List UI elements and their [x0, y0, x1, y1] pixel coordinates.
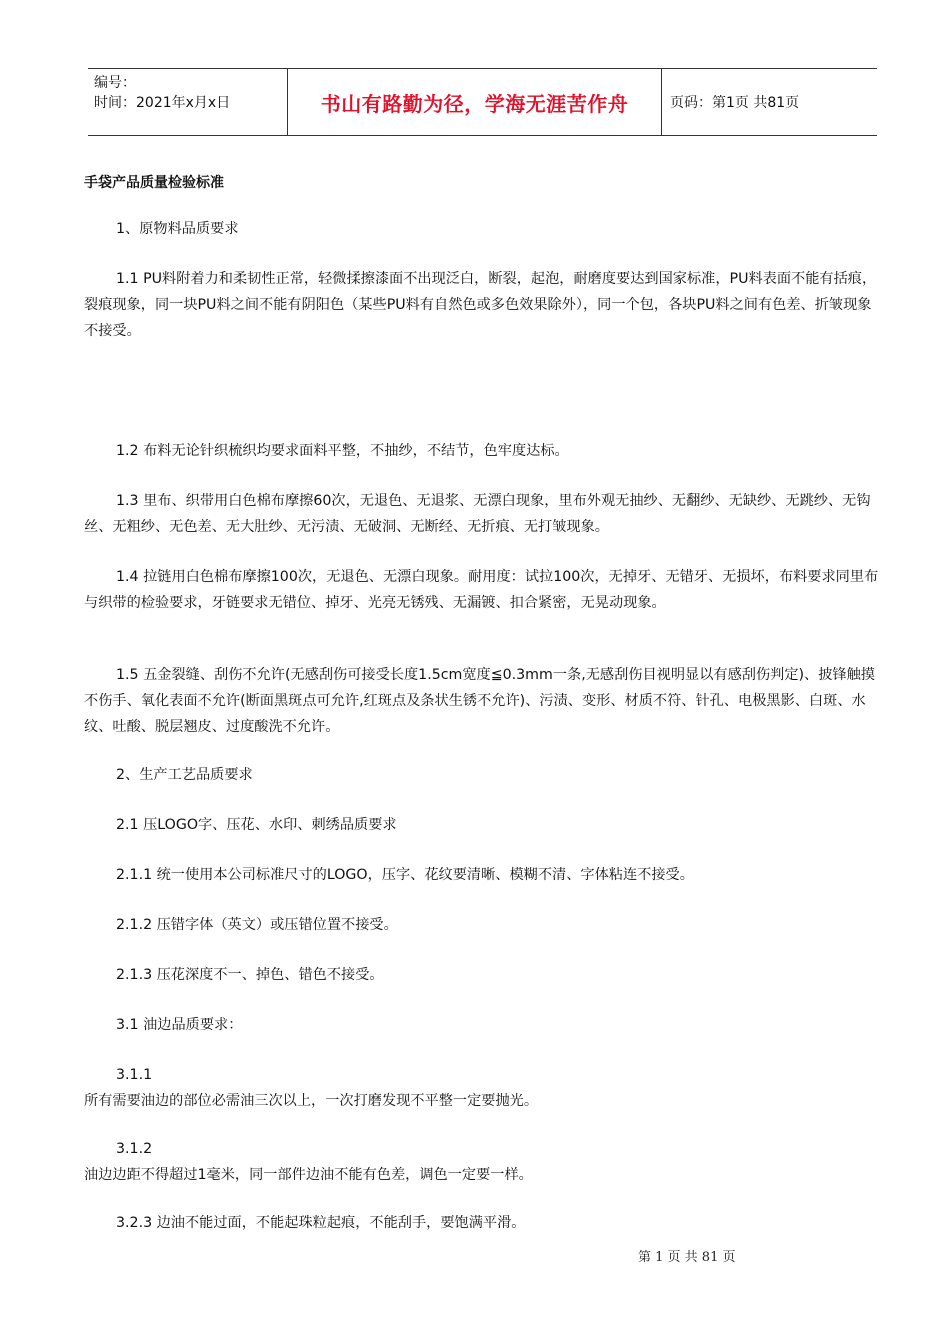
paragraph-1-3: 1.3 里布、织带用白色棉布摩擦60次，无退色、无退浆、无漂白现象，里布外观无抽纱、无翻纱、无缺纱、无跳纱、无钩丝、无粗纱、无色差、无大肚纱、无污渍、无破洞、无断经、无折痕、无打皱现象。 — [84, 493, 871, 535]
section-2-heading: 2、生产工艺品质要求 — [116, 767, 253, 783]
header-left-cell — [88, 69, 288, 135]
paragraph-1-4: 1.4 拉链用白色棉布摩擦100次，无退色、无漂白现象。耐用度：试拉100次，无掉牙、无错牙、无损坏，布料要求同里布与织带的检验要求，牙链要求无错位、掉牙、光亮无锈残、无漏镀、扣合紧密，无晃动现象。 — [84, 569, 879, 611]
section-1-heading: 1、原物料品质要求 — [116, 221, 239, 237]
paragraph-3-2-3: 3.2.3 边油不能过面，不能起珠粒起痕，不能刮手，要饱满平滑。 — [116, 1215, 526, 1231]
page-footer: 第 1 页 共 81 页 — [638, 1250, 736, 1265]
paragraph-1-2: 1.2 布料无论针织梳织均要求面料平整，不抽纱，不结节，色牢度达标。 — [116, 443, 569, 459]
number-label: 编号： — [94, 75, 136, 91]
paragraph-3-1-2-number: 3.1.2 — [116, 1141, 153, 1157]
paragraph-3-1-1-text: 所有需要油边的部位必需油三次以上，一次打磨发现不平整一定要抛光。 — [84, 1093, 539, 1109]
paragraph-3-1-1-number: 3.1.1 — [116, 1067, 153, 1083]
paragraph-3-1: 3.1 油边品质要求： — [116, 1017, 243, 1033]
paragraph-2-1-1: 2.1.1 统一使用本公司标准尺寸的LOGO，压字、花纹要清晰、模糊不清、字体粘连不接受。 — [116, 867, 694, 883]
paragraph-1-1: 1.1 PU料附着力和柔韧性正常，轻微揉擦漆面不出现泛白，断裂，起泡，耐磨度要达到国家标准，PU料表面不能有括痕，裂痕现象，同一块PU料之间不能有阴阳色（某些PU料有自然色或多色效果除外），同一个包，各块PU料之间有色差、折皱现象不接受。 — [84, 271, 877, 339]
paragraph-3-1-2-text: 油边边距不得超过1毫米，同一部件边油不能有色差，调色一定要一样。 — [84, 1167, 533, 1183]
paragraph-2-1: 2.1 压LOGO字、压花、水印、刺绣品质要求 — [116, 817, 397, 833]
paragraph-2-1-3: 2.1.3 压花深度不一、掉色、错色不接受。 — [116, 967, 384, 983]
header-table — [88, 68, 877, 136]
header-page-label: 页码：第1页 共81页 — [670, 95, 800, 111]
doc-title: 手袋产品质量检验标准 — [84, 175, 224, 191]
paragraph-2-1-2: 2.1.2 压错字体（英文）或压错位置不接受。 — [116, 917, 398, 933]
time-label: 时间：2021年x月x日 — [94, 95, 231, 111]
header-motto: 书山有路勤为径，学海无涯苦作舟 — [288, 69, 662, 135]
paragraph-1-5: 1.5 五金裂缝、刮伤不允许(无感刮伤可接受长度1.5cm宽度≦0.3mm一条,无感刮伤目视明显以有感刮伤判定)、披锋触摸不伤手、氧化表面不允许(断面黑斑点可允许,红斑点及条状生锈不允许)、污渍、变形、材质不符、针孔、电极黑影、白斑、水纹、吐酸、脱层翘皮、过度酸洗不允许。 — [84, 667, 875, 735]
